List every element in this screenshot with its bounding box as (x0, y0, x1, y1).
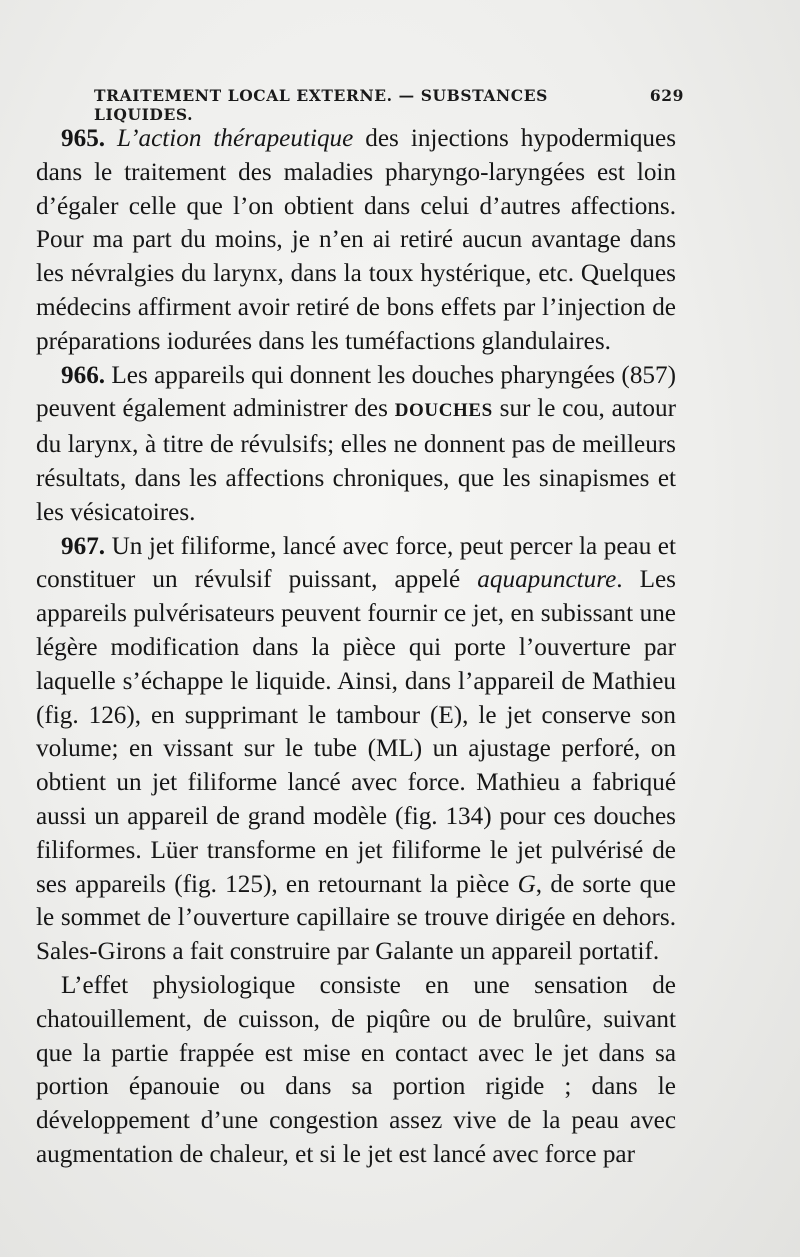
paragraph-text: sur le cou, autour du larynx, à titre de révulsifs; elles ne donnent pas de meilleurs résultats, dans les affections chroniques, que les sinapismes et les vésicatoires. (36, 395, 676, 526)
small-caps-term: DOUCHES (394, 400, 493, 422)
italic-letter: G (517, 870, 536, 898)
paragraph-text: Un jet filiforme, lancé avec force, peut percer la peau et constituer un révulsif puissant, appelé (36, 532, 676, 594)
italic-term: aquapuncture (477, 566, 617, 594)
paragraph-effet (36, 969, 676, 1172)
paragraph-number: 966. (61, 361, 106, 389)
running-header (94, 86, 684, 124)
page-number: 629 (649, 86, 684, 105)
paragraph-text: , de sorte que le sommet de l’ouverture capillaire se trouve dirigée en dehors. Sales-Girons a fait construire par Galante un appareil portatif. (36, 870, 676, 966)
paragraph-text: Les appareils qui donnent les douches pharyngées (857) peuvent également administrer des (36, 361, 676, 423)
paragraph-number: 967. (61, 532, 106, 560)
paragraph-965 (36, 122, 676, 359)
body-text (36, 122, 676, 1172)
paragraph-966 (36, 359, 676, 530)
paragraph-967 (36, 530, 676, 969)
italic-lead: L’action thérapeutique (117, 125, 354, 152)
paragraph-text: . Les appareils pulvérisateurs peuvent fournir ce jet, en subissant une légère modification dans la pièce qui porte l’ouverture par laquelle s’échappe le liquide. Ainsi, dans l’appareil de Mathieu (fig. 126), en supprimant le tambour (E), le jet conserve son volume; en vissant sur le tube (ML) un ajustage perforé, on obtient un jet filiforme lancé avec force. Mathieu a fabriqué aussi un appareil de grand modèle (fig. 134) pour ces douches filiformes. Lüer transforme en jet filiforme le jet pulvérisé de ses appareils (fig. 125), en retournant la pièce (36, 566, 676, 898)
running-title: TRAITEMENT LOCAL EXTERNE. — SUBSTANCES LIQUIDES. (94, 86, 548, 124)
paragraph-text: des injections hypodermiques dans le traitement des maladies pharyngo-laryngées est loin d’égaler celle que l’on obtient dans celui d’autres affections. Pour ma part du moins, je n’en ai retiré aucun avantage dans les névralgies du larynx, dans la toux hystérique, etc. Quelques médecins affirment avoir retiré de bons effets par l’injection de préparations iodurées dans les tuméfactions glandulaires. (36, 125, 676, 355)
paragraph-number: 965. (61, 125, 106, 152)
paragraph-text: L’effet physiologique consiste en une sensation de chatouillement, de cuisson, de piqûre ou de brulûre, suivant que la partie frappée est mise en contact avec le jet dans sa portion épanouie ou dans sa portion rigide ; dans le développement d’une congestion assez vive de la peau avec augmentation de chaleur, et si le jet est lancé avec force par (36, 971, 676, 1168)
